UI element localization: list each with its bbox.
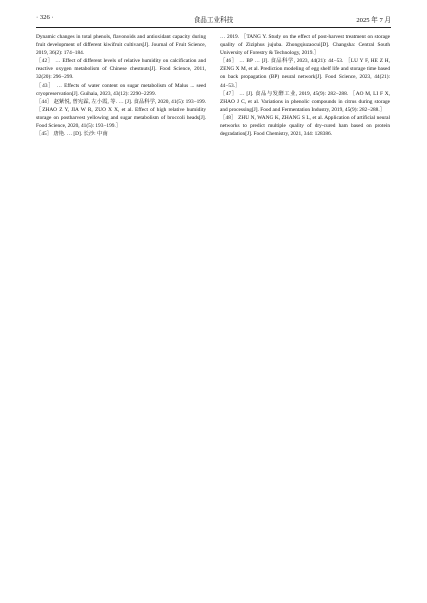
reference-48: ［48］ ZHU N, WANG K, ZHANG S L, et al. Application of artificial neural networks to predict multiple quality of dry-cured ham based on protein degradation[J]. Food Chemistry, 2021, 344: 128386. (220, 114, 390, 138)
page-number: · 326 · (36, 14, 54, 21)
reference-41-continued: Dynamic changes in total phenols, flavonoids and antioxidant capacity during fruit development of different kiwifruit cultivars[J]. Journal of Fruit Science, 2019, 36(2): 174−184. (36, 34, 206, 57)
references-right-column (220, 33, 390, 138)
reference-47: ［47］ … [J]. 食品与发酵工业, 2019, 45(9): 282−288. ［AO M, LI F X, ZHAO J C, et al. Variations in phenolic compounds in citrus during storage and processing[J]. Food and Fermentation Industry, 2019, 45(9): 282−288.］ (220, 90, 390, 113)
issue-date: 2025 年 7 月 (356, 17, 391, 24)
reference-46: ［46］ … BP … [J]. 食品科学, 2023, 44(21): 44−53. ［LU Y F, HE Z H, ZENG X M, et al. Prediction modeling of egg shelf life and storage time based on back propagation (BP) neural network[J]. Food Science, 2023, 44(21): 44−53.］ (220, 58, 390, 89)
running-header (36, 14, 391, 26)
reference-44: ［44］ 赵紫悦, 曾宪霖, 左小霞, 等. … [J]. 食品科学, 2020, 41(5): 193−199. ［ZHAO Z Y, JIA W R, ZUO X X, et al. Effect of high relative humidity storage on postharvest yellowing and sugar metabolism of broccoli heads[J]. Food Science, 2020, 41(5): 193−199.］ (36, 98, 206, 130)
header-rule (36, 27, 391, 28)
reference-45: ［45］ 唐艳. … [D]. 长沙: 中南 (36, 131, 108, 138)
reference-45-continued: … 2019. ［TANG Y. Study on the effect of post-harvest treatment on storage quality of Ziziphus jujuba. Zhongqiuzaocui[D]. Changsha: Central South University of Forestry & Technology, 2019.］ (220, 34, 390, 57)
references-left-column (36, 33, 206, 138)
journal-name: 食品工业科技 (193, 17, 234, 24)
reference-43: ［43］ … Effects of water content on sugar metabolism of Malus ... seed cryopreservation[J]. Guihaia, 2023, 43(12): 2290−2299. (36, 82, 206, 97)
reference-42: ［42］ … Effect of different levels of relative humidity on calcification and reactive oxygen metabolism of Chinese chestnuts[J]. Food Science, 2011, 32(20): 296−299. (36, 58, 206, 81)
